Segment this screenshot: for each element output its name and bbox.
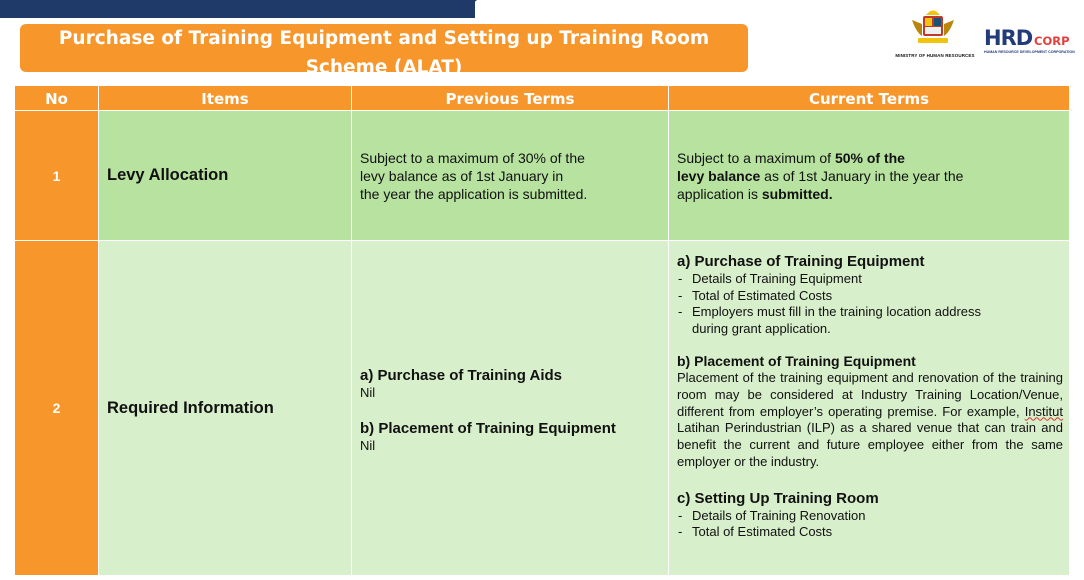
previous-b-value: Nil <box>360 438 376 453</box>
current-bold-text: 50% of the <box>834 149 905 166</box>
list-item: - Total of Estimated Costs <box>677 288 1063 305</box>
coat-of-arms-icon <box>908 6 958 48</box>
current-b-title: b) Placement of Training Equipment <box>677 353 916 369</box>
list-item: - Employers must fill in the training location address <box>677 304 1063 321</box>
current-c-list <box>677 508 1063 541</box>
previous-line: levy balance as of 1st January in <box>360 167 564 184</box>
header-no: No <box>15 86 99 111</box>
previous-a-value: Nil <box>360 384 376 400</box>
spellcheck-word: Institut <box>1024 403 1063 419</box>
previous-b-title: b) Placement of Training Equipment <box>360 420 616 437</box>
list-item: - Details of Training Equipment <box>677 271 1063 288</box>
table-header-row <box>15 86 1070 111</box>
current-a-list <box>677 271 1063 337</box>
previous-a-title: a) Purchase of Training Aids <box>360 366 562 384</box>
row-item-label: Levy Allocation <box>99 111 352 241</box>
row-number: 2 <box>15 241 99 576</box>
top-navy-band-tip <box>455 0 477 18</box>
current-bold-text: levy balance <box>677 167 761 184</box>
previous-line: the year the application is submitted. <box>360 185 588 202</box>
row-item-label: Required Information <box>99 241 352 576</box>
current-c-title: c) Setting Up Training Room <box>677 489 879 507</box>
previous-terms-cell <box>352 111 669 241</box>
current-text: Subject to a maximum of <box>677 149 835 166</box>
current-terms-cell <box>669 111 1070 241</box>
current-line <box>677 185 1063 203</box>
ministry-label: MINISTRY OF HUMAN RESOURCES <box>895 53 975 58</box>
paragraph-text: Placement of the training equipment and renovation of the training room may be considered at Industry Training Location/Venue, different from employer’s operating premise. For example, <box>677 370 1063 419</box>
hrd-logo-subtitle: HUMAN RESOURCE DEVELOPMENT CORPORATION <box>984 50 1075 54</box>
list-item: - Details of Training Renovation <box>677 508 1063 525</box>
hrd-corp-logo <box>984 26 1082 58</box>
terms-table <box>14 85 1070 576</box>
current-a-title: a) Purchase of Training Equipment <box>677 253 925 270</box>
current-b-paragraph <box>677 370 1063 471</box>
ministry-logo <box>890 6 980 60</box>
list-item: - Total of Estimated Costs <box>677 524 1063 541</box>
current-terms-cell <box>669 241 1070 576</box>
page-title <box>20 24 748 78</box>
table-row <box>15 241 1070 576</box>
current-text: application is <box>677 185 762 202</box>
top-navy-band <box>0 0 475 18</box>
hrd-logo-corp: CORP <box>1034 34 1070 48</box>
current-bold-text: submitted. <box>761 185 833 202</box>
list-item-continuation: during grant application. <box>692 320 831 336</box>
row-number: 1 <box>15 111 99 241</box>
header-current-terms: Current Terms <box>669 86 1070 111</box>
header-items: Items <box>99 86 352 111</box>
current-line <box>677 167 1063 185</box>
current-line <box>677 149 1063 167</box>
title-line-2: Scheme (ALAT) <box>305 57 463 78</box>
paragraph-text: Latihan Perindustrian (ILP) as a shared venue that can train and benefit the current and future employee either from the same employer or the industry. <box>677 420 1063 469</box>
previous-line: Subject to a maximum of 30% of the <box>360 149 585 166</box>
title-line-1: Purchase of Training Equipment and Setting up Training Room <box>58 28 710 49</box>
header-previous-terms: Previous Terms <box>352 86 669 111</box>
current-text: as of 1st January in the year the <box>760 167 964 184</box>
table-row <box>15 111 1070 241</box>
previous-terms-cell <box>352 241 669 576</box>
hrd-logo-word: HRD <box>984 26 1033 50</box>
